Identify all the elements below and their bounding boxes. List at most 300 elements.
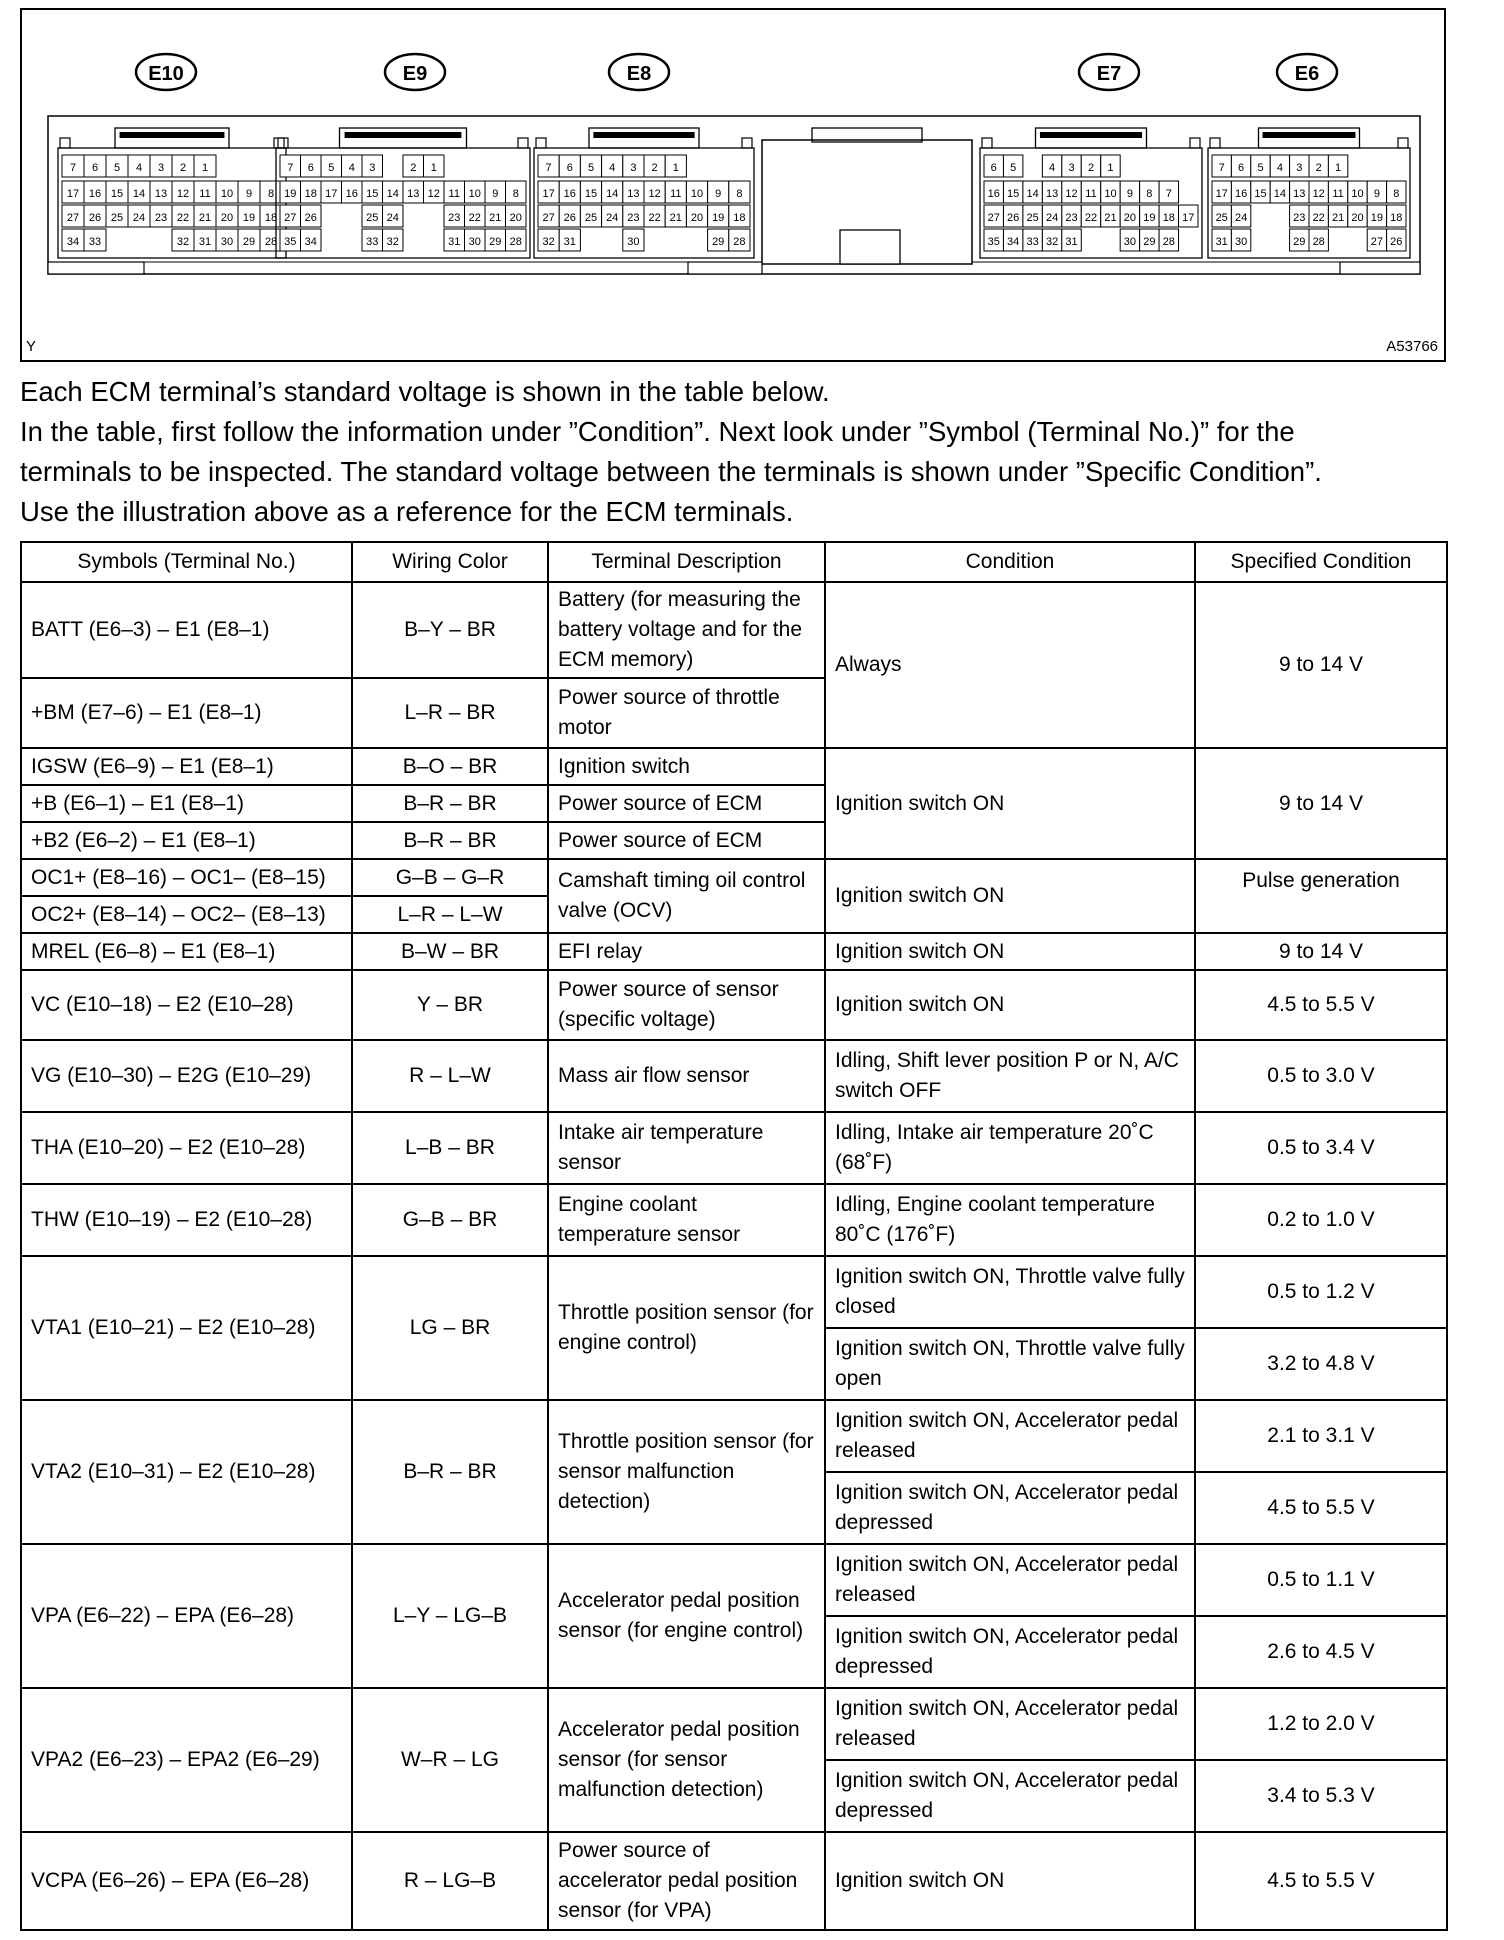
table-cell: 0.5 to 1.2 V [1195,1256,1447,1328]
terminal-number: 35 [284,236,297,248]
terminal-number: 19 [712,212,725,224]
terminal-number: 3 [369,162,376,174]
terminal-number: 21 [1104,212,1117,224]
terminal-number: 15 [110,188,124,200]
terminal-number: 3 [630,162,637,174]
connector-key [60,138,70,148]
table-cell: Camshaft timing oil control valve (OCV) [548,859,825,933]
table-row [21,1184,1447,1256]
table-cell: L–R – L–W [352,896,548,933]
table-cell: Battery (for measuring the battery voltage and for the ECM memory) [548,582,825,678]
terminal-number: 26 [1390,236,1403,248]
terminal-number: 25 [110,212,124,224]
terminal-number: 22 [1084,212,1098,224]
terminal-number: 12 [1312,188,1325,200]
terminal-number: 16 [987,188,1000,200]
table-cell: 4.5 to 5.5 V [1195,1472,1447,1544]
terminal-number: 5 [1010,162,1017,174]
terminal-number: 1 [430,162,437,174]
terminal-number: 11 [448,188,460,200]
terminal-number: 18 [1390,212,1403,224]
table-row [21,1832,1447,1930]
table-cell: THA (E10–20) – E2 (E10–28) [21,1112,352,1184]
terminal-number: 20 [1351,212,1364,224]
terminal-number: 7 [545,162,552,174]
terminal-number: 20 [690,212,704,224]
terminal-number: 15 [584,188,598,200]
terminal-number: 15 [1254,188,1267,200]
terminal-number: 20 [220,212,234,224]
table-cell: VTA2 (E10–31) – E2 (E10–28) [21,1400,352,1544]
terminal-number: 2 [410,162,417,174]
terminal-number: 31 [198,236,212,248]
terminal-number: 29 [242,236,256,248]
table-cell: Power source of sensor (specific voltage) [548,970,825,1040]
terminal-number: 30 [220,236,234,248]
terminal-number: 34 [304,236,317,248]
terminal-number: 7 [69,162,77,174]
terminal-number: 26 [563,212,576,224]
terminal-number: 6 [990,162,997,174]
table-cell: +BM (E7–6) – E1 (E8–1) [21,678,352,748]
terminal-number: 9 [715,188,722,200]
terminal-number: 1 [672,162,679,174]
table-cell: Power source of ECM [548,822,825,859]
terminal-number: 30 [468,236,481,248]
table-cell: L–Y – LG–B [352,1544,548,1688]
terminal-number: 30 [1234,236,1248,248]
terminal-number: 21 [489,212,502,224]
table-cell: B–W – BR [352,933,548,970]
terminal-number: 27 [284,212,297,224]
terminal-number: 24 [386,212,399,224]
terminal-number: 2 [1315,162,1322,174]
figure-id: A53766 [1386,338,1438,355]
table-cell: +B2 (E6–2) – E1 (E8–1) [21,822,352,859]
table-cell: R – LG–B [352,1832,548,1930]
table-cell: 0.5 to 1.1 V [1195,1544,1447,1616]
terminal-number: 22 [648,212,661,224]
table-cell: Intake air temperature sensor [548,1112,825,1184]
table-cell: B–R – BR [352,785,548,822]
table-cell: 1.2 to 2.0 V [1195,1688,1447,1760]
table-row [21,1400,1447,1472]
terminal-number: 10 [220,188,234,200]
terminal-number: 27 [1370,236,1384,248]
terminal-number: 28 [733,236,746,248]
terminal-number: 27 [66,212,80,224]
terminal-number: 9 [245,188,253,200]
connector-key [1398,138,1408,148]
table-cell: Ignition switch ON [825,748,1195,859]
terminal-number: 24 [606,212,619,224]
terminal-number: 33 [1026,236,1039,248]
terminal-number: 19 [1370,212,1384,224]
terminal-number: 25 [1215,212,1228,224]
table-cell: Idling, Intake air temperature 20˚C (68˚F) [825,1112,1195,1184]
intro-line: terminals to be inspected. The standard voltage between the terminals is shown under ”Specific Condition”. [20,456,1322,487]
terminal-number: 14 [132,188,146,200]
table-cell: OC2+ (E8–14) – OC2– (E8–13) [21,896,352,933]
terminal-number: 30 [1123,236,1137,248]
terminal-number: 34 [66,236,80,248]
table-cell: Power source of throttle motor [548,678,825,748]
table-row [21,1040,1447,1112]
terminal-number: 33 [88,236,102,248]
terminal-number: 29 [1293,236,1306,248]
table-cell: Ignition switch [548,748,825,785]
table-row [21,582,1447,678]
terminal-number: 21 [1331,212,1345,224]
terminal-number: 25 [1026,212,1039,224]
terminal-number: 13 [154,188,168,200]
table-cell: B–O – BR [352,748,548,785]
terminal-number: 26 [1007,212,1020,224]
terminal-number: 29 [489,236,502,248]
terminal-number: 26 [88,212,102,224]
connector-label: E6 [1294,63,1320,85]
terminal-number: 28 [264,236,278,248]
connector-latch-bar [1040,132,1142,138]
table-cell: VC (E10–18) – E2 (E10–28) [21,970,352,1040]
terminal-number: 13 [407,188,420,200]
terminal-number: 8 [1146,188,1153,200]
table-cell: 9 to 14 V [1195,933,1447,970]
terminal-number: 32 [542,236,555,248]
terminal-number: 4 [1049,162,1056,174]
table-cell: BATT (E6–3) – E1 (E8–1) [21,582,352,678]
terminal-number: 24 [1234,212,1248,224]
terminal-number: 11 [199,188,211,200]
terminal-number: 3 [1296,162,1303,174]
table-row [21,859,1447,896]
terminal-number: 32 [176,236,190,248]
table-cell: Mass air flow sensor [548,1040,825,1112]
terminal-number: 22 [176,212,190,224]
terminal-number: 8 [512,188,519,200]
terminal-number: 21 [198,212,212,224]
terminal-number: 5 [1257,162,1264,174]
housing-tab [1340,262,1420,274]
connector-drawing [22,10,1444,360]
table-cell: 0.5 to 3.4 V [1195,1112,1447,1184]
housing-tab [48,262,144,274]
terminal-number: 7 [1218,162,1225,174]
table-row [21,748,1447,785]
table-cell: 3.2 to 4.8 V [1195,1328,1447,1400]
connector-key [742,138,752,148]
terminal-number: 14 [386,188,399,200]
table-row [21,970,1447,1040]
terminal-number: 1 [1107,162,1114,174]
table-cell: 9 to 14 V [1195,748,1447,859]
terminal-number: 23 [448,212,461,224]
terminal-number: 6 [91,162,99,174]
table-cell: 4.5 to 5.5 V [1195,1832,1447,1930]
terminal-number: 31 [448,236,461,248]
connector-key [1210,138,1220,148]
table-cell: VPA2 (E6–23) – EPA2 (E6–29) [21,1688,352,1832]
terminal-number: 2 [179,162,187,174]
corner-label: Y [26,338,37,355]
table-cell: VG (E10–30) – E2G (E10–29) [21,1040,352,1112]
terminal-number: 5 [328,162,335,174]
connector-latch-bar [593,132,694,138]
table-cell: Ignition switch ON, Accelerator pedal released [825,1544,1195,1616]
terminal-number: 10 [690,188,704,200]
terminal-number: 23 [627,212,640,224]
terminal-number: 26 [304,212,317,224]
terminal-number: 31 [563,236,576,248]
table-cell: L–B – BR [352,1112,548,1184]
table-cell: W–R – LG [352,1688,548,1832]
connector-latch-bar [345,132,462,138]
intro-line: Each ECM terminal’s standard voltage is shown in the table below. [20,376,830,407]
connector-key [274,138,284,148]
table-cell: VPA (E6–22) – EPA (E6–28) [21,1544,352,1688]
terminal-number: 18 [1162,212,1175,224]
terminal-number: 12 [1065,188,1078,200]
terminal-number: 14 [1273,188,1287,200]
terminal-number: 20 [509,212,522,224]
terminal-number: 28 [509,236,522,248]
terminal-number: 14 [606,188,619,200]
terminal-number: 18 [733,212,746,224]
table-row [21,933,1447,970]
terminal-number: 13 [1045,188,1059,200]
table-cell: G–B – BR [352,1184,548,1256]
table-cell: Power source of accelerator pedal position sensor (for VPA) [548,1832,825,1930]
table-cell: Ignition switch ON, Accelerator pedal released [825,1688,1195,1760]
terminal-number: 9 [492,188,499,200]
terminal-number: 11 [670,188,682,200]
header-terminal-description: Terminal Description [548,542,825,582]
terminal-number: 16 [88,188,102,200]
terminal-number: 27 [987,212,1000,224]
terminal-number: 21 [669,212,682,224]
terminal-number: 34 [1007,236,1020,248]
terminal-number: 6 [566,162,573,174]
table-cell: Y – BR [352,970,548,1040]
table-cell: Ignition switch ON, Throttle valve fully open [825,1328,1195,1400]
terminal-number: 4 [135,162,143,174]
connector-label: E10 [148,63,184,85]
table-cell: THW (E10–19) – E2 (E10–28) [21,1184,352,1256]
terminal-number: 3 [1068,162,1075,174]
table-cell: Ignition switch ON, Accelerator pedal depressed [825,1760,1195,1832]
ecm-connector-diagram [20,8,1446,362]
terminal-number: 8 [736,188,743,200]
terminal-number: 13 [1293,188,1306,200]
table-cell: Idling, Engine coolant temperature 80˚C (176˚F) [825,1184,1195,1256]
terminal-number: 17 [66,188,80,200]
table-cell: 9 to 14 V [1195,582,1447,748]
table-cell: 4.5 to 5.5 V [1195,970,1447,1040]
table-cell: 2.1 to 3.1 V [1195,1400,1447,1472]
terminal-number: 14 [1026,188,1039,200]
terminal-number: 10 [1104,188,1117,200]
table-cell: VTA1 (E10–21) – E2 (E10–28) [21,1256,352,1400]
terminal-number: 19 [1143,212,1156,224]
table-cell: Engine coolant temperature sensor [548,1184,825,1256]
table-cell: B–Y – BR [352,582,548,678]
terminal-number: 23 [1065,212,1078,224]
table-cell: OC1+ (E8–16) – OC1– (E8–15) [21,859,352,896]
terminal-number: 12 [176,188,190,200]
blank-cavity-notch [840,230,900,264]
table-cell: 0.5 to 3.0 V [1195,1040,1447,1112]
connector-key [278,138,288,148]
terminal-number: 29 [1143,236,1156,248]
terminal-number: 8 [267,188,275,200]
header-condition: Condition [825,542,1195,582]
header-symbols: Symbols (Terminal No.) [21,542,352,582]
connector-latch-bar [120,132,225,138]
terminal-number: 16 [1234,188,1248,200]
connector-label: E8 [626,63,652,85]
terminal-number: 11 [1332,188,1344,200]
table-body [21,582,1447,1930]
terminal-number: 31 [1215,236,1228,248]
terminal-number: 4 [609,162,616,174]
terminal-number: 24 [132,212,146,224]
table-cell: LG – BR [352,1256,548,1400]
table-cell: L–R – BR [352,678,548,748]
table-cell: 3.4 to 5.3 V [1195,1760,1447,1832]
terminal-number: 6 [307,162,314,174]
terminal-number: 6 [1238,162,1245,174]
terminal-number: 15 [1007,188,1020,200]
header-wiring-color: Wiring Color [352,542,548,582]
table-cell: Idling, Shift lever position P or N, A/C switch OFF [825,1040,1195,1112]
terminal-number: 1 [201,162,209,174]
terminal-number: 16 [345,188,358,200]
table-cell: Ignition switch ON [825,933,1195,970]
terminal-number: 28 [1162,236,1175,248]
intro-line: In the table, first follow the information under ”Condition”. Next look under ”Symbol (Terminal No.)” for the [20,416,1295,447]
terminal-number: 31 [1065,236,1078,248]
table-cell: +B (E6–1) – E1 (E8–1) [21,785,352,822]
table-cell: Pulse generation [1195,859,1447,933]
table-cell: B–R – BR [352,822,548,859]
table-cell: Accelerator pedal position sensor (for sensor malfunction detection) [548,1688,825,1832]
terminal-number: 7 [287,162,294,174]
table-cell: Ignition switch ON [825,970,1195,1040]
table-cell: Throttle position sensor (for engine control) [548,1256,825,1400]
terminal-number: 5 [113,162,121,174]
table-cell: Ignition switch ON, Throttle valve fully closed [825,1256,1195,1328]
terminal-number: 9 [1126,188,1133,200]
table-cell: Always [825,582,1195,748]
table-cell: Ignition switch ON, Accelerator pedal released [825,1400,1195,1472]
terminal-number: 10 [1351,188,1364,200]
terminal-number: 17 [1182,212,1195,224]
terminal-number: 22 [1312,212,1325,224]
table-cell: R – L–W [352,1040,548,1112]
terminal-number: 19 [242,212,256,224]
terminal-number: 18 [264,212,278,224]
terminal-number: 25 [366,212,379,224]
terminal-number: 10 [468,188,481,200]
terminal-number: 25 [584,212,598,224]
terminal-number: 32 [386,236,399,248]
terminal-number: 13 [627,188,640,200]
terminal-number: 17 [1215,188,1228,200]
terminal-number: 18 [304,188,317,200]
terminal-number: 19 [284,188,297,200]
table-cell: VCPA (E6–26) – EPA (E6–28) [21,1832,352,1930]
table-cell: Throttle position sensor (for sensor malfunction detection) [548,1400,825,1544]
header-specified-condition: Specified Condition [1195,542,1447,582]
connector-latch-bar [1263,132,1356,138]
table-header-row [21,542,1447,582]
terminal-voltage-table [20,541,1448,1931]
terminal-number: 5 [587,162,595,174]
table-row [21,1544,1447,1616]
terminal-number: 35 [987,236,1000,248]
table-cell: G–B – G–R [352,859,548,896]
terminal-number: 23 [154,212,168,224]
terminal-number: 9 [1373,188,1380,200]
table-row [21,1112,1447,1184]
table-cell: 2.6 to 4.5 V [1195,1616,1447,1688]
connector-key [982,138,992,148]
table-cell: Ignition switch ON, Accelerator pedal depressed [825,1616,1195,1688]
table-cell: MREL (E6–8) – E1 (E8–1) [21,933,352,970]
connector-key [1190,138,1200,148]
connector-key [536,138,546,148]
terminal-number: 17 [542,188,555,200]
terminal-number: 17 [325,188,338,200]
connector-label: E9 [402,63,428,85]
intro-line: Use the illustration above as a reference for the ECM terminals. [20,496,794,527]
table-cell: IGSW (E6–9) – E1 (E8–1) [21,748,352,785]
terminal-number: 24 [1045,212,1059,224]
terminal-number: 27 [542,212,555,224]
table-cell: Ignition switch ON [825,1832,1195,1930]
terminal-number: 1 [1335,162,1342,174]
terminal-number: 4 [348,162,355,174]
terminal-number: 4 [1276,162,1283,174]
terminal-number: 12 [427,188,440,200]
table-cell: Ignition switch ON [825,859,1195,933]
terminal-number: 15 [366,188,379,200]
housing-tab [688,262,762,274]
terminal-number: 23 [1293,212,1306,224]
terminal-number: 33 [366,236,379,248]
terminal-number: 28 [1312,236,1325,248]
table-cell: B–R – BR [352,1400,548,1544]
table-row [21,1256,1447,1328]
terminal-number: 30 [627,236,640,248]
terminal-number: 20 [1123,212,1137,224]
table-row [21,1688,1447,1760]
terminal-number: 8 [1393,188,1400,200]
terminal-number: 2 [1087,162,1095,174]
connector-label: E7 [1096,63,1122,85]
table-cell: 0.2 to 1.0 V [1195,1184,1447,1256]
terminal-number: 7 [1165,188,1172,200]
terminal-number: 29 [712,236,725,248]
terminal-number: 11 [1085,188,1097,200]
table-cell: EFI relay [548,933,825,970]
terminal-number: 16 [563,188,576,200]
terminal-number: 3 [157,162,165,174]
terminal-number: 32 [1045,236,1059,248]
connector-key [518,138,528,148]
intro-text [20,372,1490,532]
terminal-number: 12 [648,188,661,200]
